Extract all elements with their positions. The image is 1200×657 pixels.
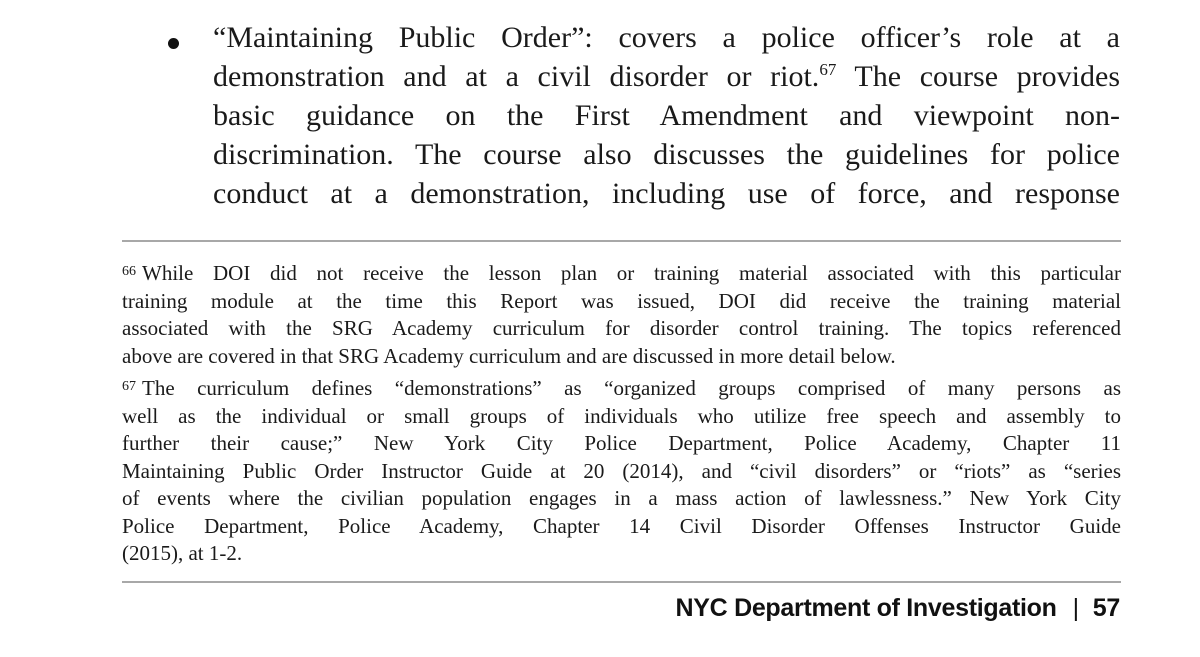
footnote-line (122, 258, 1121, 288)
footnote-67 (122, 373, 1121, 568)
footnote-line: well as the individual or small groups of individuals who utilize free speech and assembly to (122, 403, 1121, 428)
footnote-line: above are covered in that SRG Academy curriculum and are discussed in more detail below. (122, 343, 896, 368)
bullet-line: basic guidance on the First Amendment and viewpoint non- (213, 99, 1120, 132)
footnote-line: Maintaining Public Order Instructor Guide at 20 (2014), and “civil disorders” or “riots” as “series (122, 458, 1121, 483)
footnote-line: training module at the time this Report was issued, DOI did receive the training material (122, 288, 1121, 313)
bullet-line: “Maintaining Public Order”: covers a police officer’s role at a (213, 21, 1120, 54)
footnote-line: of events where the civilian population engages in a mass action of lawlessness.” New York City (122, 486, 1121, 510)
bullet-line: discrimination. The course also discusses the guidelines for police (213, 138, 1120, 171)
footnote-separator (122, 240, 1121, 242)
page-footer (676, 594, 1120, 623)
footnote-number: 66 (122, 264, 136, 279)
bullet-line-tail: The course provides (836, 60, 1120, 93)
footnote-number: 67 (122, 379, 136, 394)
footnote-line: further their cause;” New York City Police Department, Police Academy, Chapter 11 (122, 431, 1121, 455)
footer-separator (122, 581, 1121, 583)
bullet-line (213, 57, 1120, 96)
footnote-line: Police Department, Police Academy, Chapter 14 Civil Disorder Offenses Instructor Guide (122, 513, 1121, 538)
footnote-line-text: While DOI did not receive the lesson plan or training material associated with this particular (142, 261, 1121, 285)
footnote-line-text: The curriculum defines “demonstrations” as “organized groups comprised of many persons as (142, 376, 1121, 400)
footer-org-name: NYC Department of Investigation (675, 594, 1057, 622)
bullet-dot-icon (168, 38, 179, 49)
footnote-reference[interactable]: 67 (819, 60, 837, 79)
footer-separator-glyph: | (1072, 594, 1079, 622)
footnote-line (122, 373, 1121, 403)
bullet-line: conduct at a demonstration, including use of force, and response (213, 177, 1120, 210)
page-number: 57 (1092, 594, 1120, 622)
footnotes-section (122, 258, 1121, 568)
footnote-line: (2015), at 1-2. (122, 541, 243, 565)
bullet-text (213, 18, 1120, 213)
footnote-line: associated with the SRG Academy curriculum for disorder control training. The topics referenced (122, 316, 1121, 340)
footnote-66 (122, 258, 1121, 370)
bullet-line-text: demonstration and at a civil disorder or riot. (213, 60, 820, 93)
